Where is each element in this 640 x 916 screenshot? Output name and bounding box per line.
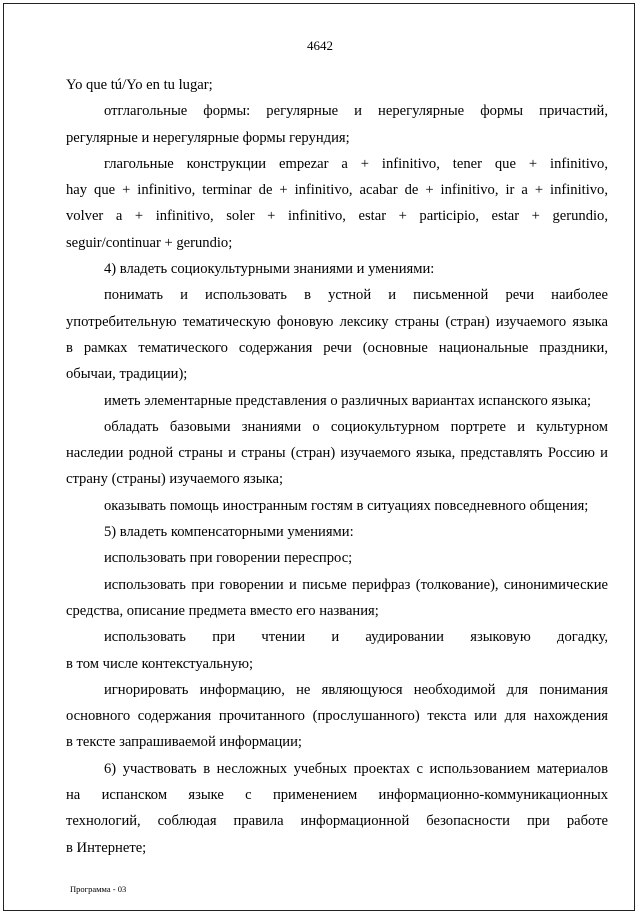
text-line: в рамках тематического содержания речи (основные национальные праздники, [66,339,608,356]
text-line: технологий, соблюдая правила информационной безопасности при работе [66,813,608,830]
text-line: 4) владеть социокультурными знаниями и умениями: [104,261,435,278]
page-number: 4642 [307,38,333,53]
text-line: игнорировать информацию, не являющуюся необходимой для понимания [104,681,608,698]
text-line: в Интернете; [66,839,147,856]
text-line: 5) владеть компенсаторными умениями: [104,524,354,541]
text-line: глагольные конструкции empezar a + infinitivo, tener que + infinitivo, [104,155,608,172]
text-line: использовать при говорении переспрос; [104,550,353,567]
text-line: использовать при говорении и письме перифраз (толкование), синонимические [104,576,608,593]
text-line: употребительную тематическую фоновую лексику страны (стран) изучаемого языка [66,313,608,330]
text-line: hay que + infinitivo, terminar de + infinitivo, acabar de + infinitivo, ir a + infinitivo, [66,182,608,199]
footer-note: Программа - 03 [70,884,127,894]
text-line: volver a + infinitivo, soler + infinitivo, estar + participio, estar + gerundio, [66,208,608,225]
text-line: на испанском языке с применением информационно-коммуникационных [66,787,608,804]
text-line: 6) участвовать в несложных учебных проектах с использованием материалов [104,760,608,777]
text-line: средства, описание предмета вместо его названия; [66,602,379,619]
document-body [66,72,608,861]
text-line: оказывать помощь иностранным гостям в ситуациях повседневного общения; [104,497,589,514]
text-line: обладать базовыми знаниями о социокультурном портрете и культурном [104,418,608,435]
text-line: обычаи, традиции); [66,366,188,383]
text-line: использовать при чтении и аудировании языковую догадку, [104,629,608,646]
text-line: seguir/continuar + gerundio; [66,234,233,251]
text-line: Yo que tú/Yo en tu lugar; [66,77,213,93]
text-line: понимать и использовать в устной и письменной речи наиболее [104,287,608,304]
text-line: основного содержания прочитанного (прослушанного) текста или для нахождения [66,708,608,725]
text-line: регулярные и нерегулярные формы герундия; [66,129,350,146]
text-line: отглагольные формы: регулярные и нерегулярные формы причастий, [104,103,608,120]
text-line: страну (страны) изучаемого языка; [66,471,283,488]
text-line: в тексте запрашиваемой информации; [66,734,302,751]
text-line: иметь элементарные представления о различных вариантах испанского языка; [104,392,592,409]
text-line: наследии родной страны и страны (стран) изучаемого языка, представлять Россию и [66,445,608,462]
text-line: в том числе контекстуальную; [66,655,254,672]
